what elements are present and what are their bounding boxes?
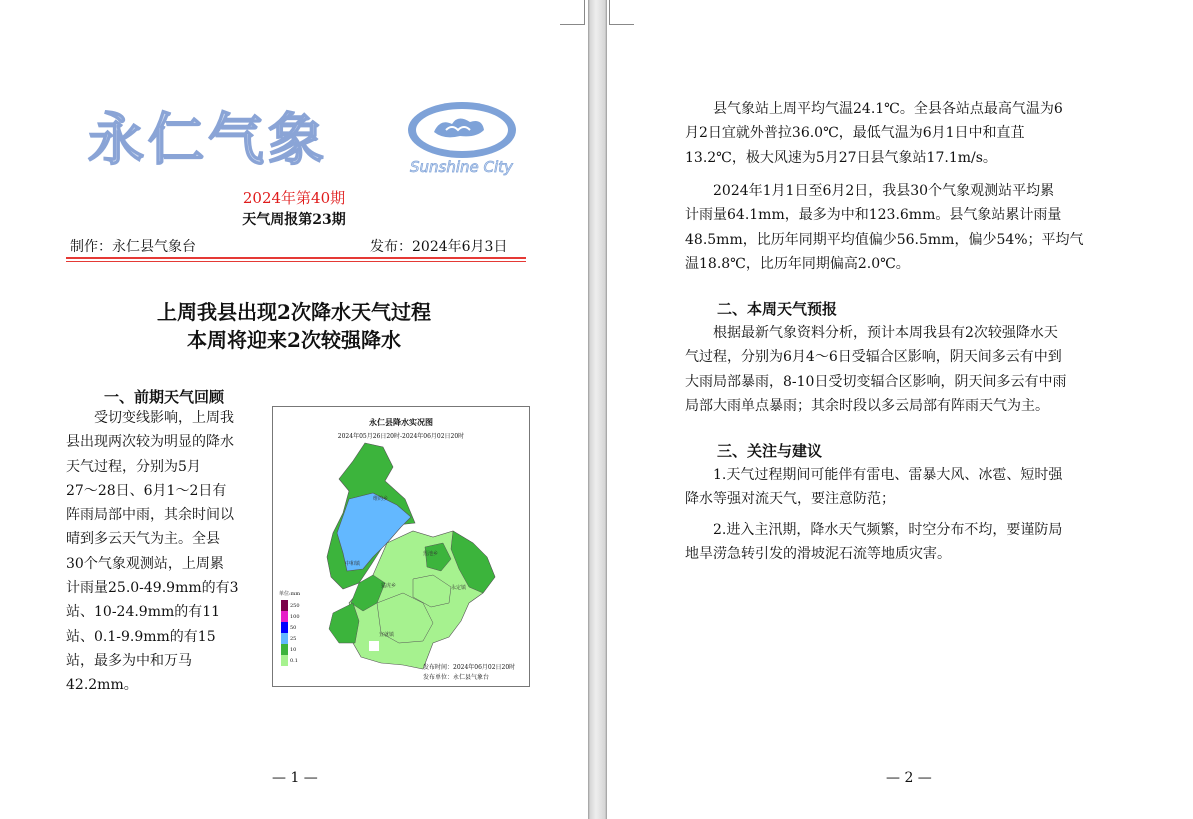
page-2-paragraph-1: 县气象站上周平均气温24.1℃。全县各站点最高气温为6 月2日宜就外普拉36.0℃，最低气温为6月1日中和直苴 13.2℃，极大风速为5月27日县气象站17.1m/s。 (685, 101, 1063, 166)
section-3-title: 三、关注与建议 (717, 442, 823, 460)
page-2-paragraph-3: 根据最新气象资料分析，预计本周我县有2次较强降水天 气过程，分别为6月4～6日受辐合区影响，阴天间多云有中到 大雨局部暴雨，8-10日受切变辐合区影响，阴天间多云有中雨 局部大雨单点暴雨；其余时段以多云局部有阵雨天气为主。 (685, 325, 1067, 414)
red-rule-thin (66, 261, 526, 262)
weekly-number: 天气周报第23期 (242, 212, 346, 228)
section-1-text: 受切变线影响，上周我 县出现两次较为明显的降水 天气过程，分别为5月 27～28日、6月1～2日有 阵雨局部中雨，其余时间以 晴到多云天气为主。全县 30个气象观测站，上周累 计雨量25.0-49.9mm的有3 站、10-24.9mm的有11 站、0.1-9.9mm的有15 站，最多为中和万马 42.2mm。 (66, 410, 239, 694)
town-label: 维的乡 (373, 496, 389, 502)
section-1-title: 一、前期天气回顾 (104, 388, 225, 406)
page-number-1: — 1 — (272, 770, 318, 786)
legend-label: 10 (290, 647, 297, 653)
page-2-paragraph-5: 2.进入主汛期，降水天气频繁，时空分布不均，要谨防局 地旱涝急转引发的滑坡泥石流等地质灾害。 (685, 522, 1063, 563)
map-issue-time: 发布时间：2024年06月02日20时 (423, 664, 516, 671)
red-rule (66, 257, 526, 259)
legend-label: 100 (290, 614, 300, 620)
logo-english: Sunshine City (410, 158, 513, 176)
town-label: 宜就镇 (379, 632, 395, 638)
county-map-shape (273, 407, 529, 686)
producer: 制作：永仁县气象台 (70, 239, 196, 255)
legend-label: 50 (290, 625, 297, 631)
town-label: 莲池乡 (423, 551, 439, 557)
legend-swatch-25 (281, 633, 288, 644)
legend-swatch-250 (281, 600, 288, 611)
section-2-title: 二、本周天气预报 (717, 300, 838, 318)
town-label: 永定镇 (451, 585, 467, 591)
page-gutter (588, 0, 607, 819)
masthead-logo: 永仁气象 (88, 108, 328, 173)
release-date: 发布：2024年6月3日 (370, 239, 508, 255)
legend-swatch-0-1 (281, 655, 288, 666)
legend-label: 25 (290, 636, 297, 642)
legend-swatch-10 (281, 644, 288, 655)
issue-number: 2024年第40期 (242, 189, 346, 207)
precipitation-map (272, 406, 530, 687)
town-label: 中和镇 (345, 561, 361, 567)
sunshine-city-logo (404, 100, 522, 182)
headline-line-2: 本周将迎来2次较强降水 (187, 328, 401, 352)
legend-label: 250 (290, 603, 300, 609)
map-issuer: 发布单位：永仁县气象台 (423, 674, 490, 681)
map-title: 永仁县降水实况图 (369, 418, 433, 427)
crop-mark (560, 0, 585, 25)
legend-swatch-50 (281, 622, 288, 633)
page-number-2: — 2 — (886, 770, 932, 786)
page-2-paragraph-2: 2024年1月1日至6月2日，我县30个气象观测站平均累 计雨量64.1mm，最多为中和123.6mm。县气象站累计雨量 48.5mm，比历年同期平均值偏少56.5mm，偏少54%；平均气 温18.8℃，比历年同期偏高2.0℃。 (685, 183, 1084, 272)
crop-mark (609, 0, 634, 25)
legend-title: 单位:mm (279, 591, 301, 597)
page-2-paragraph-4: 1.天气过程期间可能伴有雷电、雷暴大风、冰雹、短时强 降水等强对流天气，要注意防范； (685, 467, 1063, 508)
map-subtitle: 2024年05月26日20时-2024年06月02日20时 (337, 433, 465, 440)
headline-line-1: 上周我县出现2次降水天气过程 (157, 300, 431, 324)
town-label: 猛虎乡 (381, 583, 397, 589)
legend-swatch-100 (281, 611, 288, 622)
legend-label: 0.1 (290, 658, 298, 664)
